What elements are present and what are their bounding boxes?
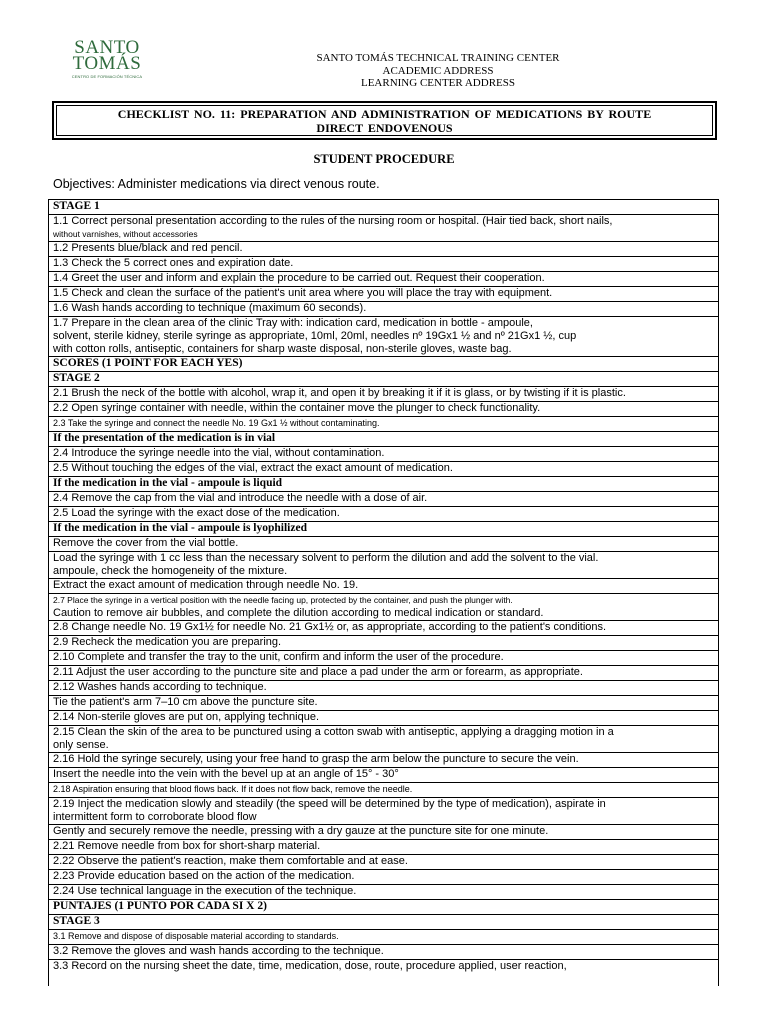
checklist-row [49, 552, 719, 579]
row-text: Tie the patient's arm 7–10 cm above the puncture site. [53, 696, 318, 708]
row-text: 2.3 Take the syringe and connect the needle No. 19 Gx1 ½ without contaminating. [53, 418, 380, 428]
checklist-cell [49, 594, 719, 621]
checklist-row [49, 825, 719, 840]
checklist-row [49, 885, 719, 900]
checklist-row [49, 636, 719, 651]
checklist-row [49, 681, 719, 696]
row-text: 2.1 Brush the neck of the bottle with alcohol, wrap it, and open it by breaking it if it is glass, or by twisting if it is plastic. [53, 387, 626, 399]
checklist-cell [49, 200, 719, 215]
checklist-title-box [52, 101, 717, 140]
logo-line1: SANTO [74, 37, 140, 58]
section-header-row [49, 357, 719, 372]
checklist-cell [49, 711, 719, 726]
row-text: 1.4 Greet the user and inform and explain the procedure to be carried out. Request their cooperation. [53, 272, 545, 284]
checklist-cell [49, 651, 719, 666]
checklist-cell [49, 272, 719, 287]
checklist-cell [49, 870, 719, 885]
section-header-row [49, 522, 719, 537]
row-text: 2.2 Open syringe container with needle, within the container move the plunger to check functionality. [53, 402, 541, 414]
checklist-row [49, 492, 719, 507]
section-header-row [49, 432, 719, 447]
row-text: 2.12 Washes hands according to technique. [53, 681, 267, 693]
checklist-row [49, 840, 719, 855]
row-text: 3.1 Remove and dispose of disposable material according to standards. [53, 931, 339, 941]
institution-header [268, 52, 608, 90]
checklist-row [49, 387, 719, 402]
checklist-row [49, 930, 719, 945]
checklist-cell [49, 621, 719, 636]
checklist-cell [49, 726, 719, 753]
checklist-row [49, 447, 719, 462]
row-text: 1.2 Presents blue/black and red pencil. [53, 242, 243, 254]
row-text: 2.24 Use technical language in the execution of the technique. [53, 885, 357, 897]
checklist-row [49, 302, 719, 317]
checklist-row [49, 855, 719, 870]
checklist-cell [49, 753, 719, 768]
checklist-cell [49, 215, 719, 242]
row-text: 1.3 Check the 5 correct ones and expiration date. [53, 257, 294, 269]
checklist-cell [49, 317, 719, 357]
checklist-row [49, 666, 719, 681]
checklist-title [56, 105, 713, 136]
checklist-row [49, 579, 719, 594]
logo-line2: TOMÁS [72, 53, 142, 74]
header-line1: SANTO TOMÁS TECHNICAL TRAINING CENTER [316, 52, 560, 64]
checklist-row [49, 870, 719, 885]
checklist-cell [49, 402, 719, 417]
row-text: If the medication in the vial - ampoule is liquid [53, 477, 283, 489]
checklist-cell [49, 885, 719, 900]
checklist-row [49, 945, 719, 960]
row-text: Load the syringe with 1 cc less than the necessary solvent to perform the dilution and add the solvent to the vial. [53, 552, 599, 564]
row-text: 2.7 Place the syringe in a vertical position with the needle facing up, protected by the container, and push the plunger with. [53, 595, 513, 605]
santo-tomas-logo [62, 37, 152, 80]
checklist-cell [49, 302, 719, 317]
checklist-cell [49, 783, 719, 798]
row-text: 3.3 Record on the nursing sheet the date, time, medication, dose, route, procedure applied, user reaction, [53, 960, 567, 972]
row-text: 2.16 Hold the syringe securely, using your free hand to grasp the arm below the puncture to secure the vein. [53, 753, 579, 765]
checklist-row [49, 215, 719, 242]
row-text: 2.19 Inject the medication slowly and steadily (the speed will be determined by the type of medication), aspirate in [53, 798, 606, 810]
checklist-cell [49, 537, 719, 552]
section-header-row [49, 372, 719, 387]
checklist-cell [49, 960, 719, 987]
row-text: Insert the needle into the vein with the bevel up at an angle of 15° - 30° [53, 768, 399, 780]
row-text: 2.22 Observe the patient's reaction, make them comfortable and at ease. [53, 855, 408, 867]
checklist-row [49, 798, 719, 825]
checklist-cell [49, 357, 719, 372]
row-text-continued: Caution to remove air bubbles, and complete the dilution according to medical indication or standard. [53, 607, 544, 619]
checklist-cell [49, 507, 719, 522]
checklist-cell [49, 522, 719, 537]
row-text: If the medication in the vial - ampoule is lyophilized [53, 522, 307, 534]
procedure-title: STUDENT PROCEDURE [313, 152, 455, 166]
checklist-cell [49, 696, 719, 711]
header-line2: ACADEMIC ADDRESS [382, 64, 494, 77]
section-header-row [49, 200, 719, 215]
row-text-continued: without varnishes, without accessories [53, 229, 198, 239]
row-text: Gently and securely remove the needle, pressing with a dry gauze at the puncture site for one minute. [53, 825, 549, 837]
row-text: 2.8 Change needle No. 19 Gx1½ for needle No. 21 Gx1½ or, as appropriate, according to the patient's conditions. [53, 621, 607, 633]
checklist-row [49, 726, 719, 753]
row-text: 1.1 Correct personal presentation according to the rules of the nursing room or hospital. (Hair tied back, short nails, [53, 215, 613, 227]
checklist-title-line2: DIRECT ENDOVENOUS [316, 120, 453, 135]
row-text: Remove the cover from the vial bottle. [53, 537, 239, 549]
row-text: 2.15 Clean the skin of the area to be punctured using a cotton swab with antiseptic, applying a dragging motion in a [53, 726, 614, 738]
row-text: 2.4 Remove the cap from the vial and introduce the needle with a dose of air. [53, 492, 428, 504]
checklist-cell [49, 372, 719, 387]
checklist-cell [49, 930, 719, 945]
row-text: 2.11 Adjust the user according to the puncture site and place a pad under the arm or forearm, as appropriate. [53, 666, 583, 678]
checklist-cell [49, 242, 719, 257]
checklist-row [49, 537, 719, 552]
checklist-cell [49, 579, 719, 594]
checklist-row [49, 402, 719, 417]
row-text-continued: with cotton rolls, antiseptic, containers for sharp waste disposal, non-sterile gloves, waste bag. [53, 343, 512, 355]
checklist-cell [49, 432, 719, 447]
logo-subtitle: CENTRO DE FORMACIÓN TÉCNICA [71, 74, 143, 79]
checklist-table [48, 199, 719, 986]
checklist-row [49, 960, 719, 987]
section-header-row [49, 915, 719, 930]
row-text-continued: solvent, sterile kidney, sterile syringe as appropriate, 10ml, 20ml, needles nº 19Gx1 ½ and nº 21Gx1 ½, cup [53, 330, 577, 342]
checklist-row [49, 272, 719, 287]
row-text: STAGE 1 [53, 200, 100, 212]
row-text: PUNTAJES (1 PUNTO POR CADA SI X 2) [53, 900, 267, 912]
checklist-cell [49, 840, 719, 855]
row-text-continued: intermittent form to corroborate blood flow [53, 811, 257, 823]
checklist-row [49, 257, 719, 272]
row-text: 1.7 Prepare in the clean area of the clinic Tray with: indication card, medication in bottle - ampoule, [53, 317, 533, 329]
checklist-row [49, 651, 719, 666]
section-header-row [49, 900, 719, 915]
checklist-cell [49, 666, 719, 681]
checklist-cell [49, 945, 719, 960]
row-text-continued: ampoule, check the homogeneity of the mixture. [53, 565, 288, 577]
checklist-cell [49, 855, 719, 870]
checklist-row [49, 783, 719, 798]
row-text: 2.10 Complete and transfer the tray to the unit, confirm and inform the user of the procedure. [53, 651, 504, 663]
checklist-row [49, 696, 719, 711]
row-text: 2.9 Recheck the medication you are preparing. [53, 636, 282, 648]
checklist-row [49, 621, 719, 636]
section-header-row [49, 477, 719, 492]
row-text-continued: only sense. [53, 739, 109, 751]
checklist-cell [49, 477, 719, 492]
row-text: 2.4 Introduce the syringe needle into the vial, without contamination. [53, 447, 385, 459]
checklist-row [49, 753, 719, 768]
row-text: 2.5 Load the syringe with the exact dose of the medication. [53, 507, 340, 519]
checklist-cell [49, 552, 719, 579]
checklist-row [49, 287, 719, 302]
checklist-row [49, 711, 719, 726]
checklist-cell [49, 447, 719, 462]
checklist-cell [49, 798, 719, 825]
checklist-title-line1: CHECKLIST NO. 11: PREPARATION AND ADMINISTRATION OF MEDICATIONS BY ROUTE [117, 106, 652, 121]
row-text: If the presentation of the medication is in vial [53, 432, 276, 444]
row-text: 2.23 Provide education based on the action of the medication. [53, 870, 355, 882]
checklist-cell [49, 768, 719, 783]
checklist-row [49, 317, 719, 357]
checklist-row [49, 768, 719, 783]
row-text: 3.2 Remove the gloves and wash hands according to the technique. [53, 945, 384, 957]
row-text: 1.5 Check and clean the surface of the patient's unit area where you will place the tray with equipment. [53, 287, 553, 299]
checklist-cell [49, 900, 719, 915]
checklist-row [49, 462, 719, 477]
checklist-table-body [49, 200, 719, 987]
row-text: SCORES (1 POINT FOR EACH YES) [53, 357, 243, 369]
checklist-row [49, 594, 719, 621]
checklist-cell [49, 636, 719, 651]
checklist-row [49, 242, 719, 257]
row-text: STAGE 3 [53, 915, 100, 927]
row-text: 2.5 Without touching the edges of the vial, extract the exact amount of medication. [53, 462, 453, 474]
row-text: STAGE 2 [53, 372, 100, 384]
checklist-cell [49, 387, 719, 402]
checklist-cell [49, 257, 719, 272]
checklist-row [49, 417, 719, 432]
row-text: 2.18 Aspiration ensuring that blood flows back. If it does not flow back, remove the needle. [53, 784, 413, 794]
checklist-cell [49, 492, 719, 507]
checklist-cell [49, 681, 719, 696]
checklist-cell [49, 915, 719, 930]
row-text: 1.6 Wash hands according to technique (maximum 60 seconds). [53, 302, 367, 314]
checklist-cell [49, 825, 719, 840]
checklist-cell [49, 287, 719, 302]
row-text: 2.14 Non-sterile gloves are put on, applying technique. [53, 711, 320, 723]
objectives-text: Objectives: Administer medications via direct venous route. [53, 177, 380, 191]
row-text: Extract the exact amount of medication through needle No. 19. [53, 579, 359, 591]
checklist-row [49, 507, 719, 522]
row-text: 2.21 Remove needle from box for short-sharp material. [53, 840, 321, 852]
header-line3: LEARNING CENTER ADDRESS [360, 77, 515, 89]
checklist-cell [49, 417, 719, 432]
checklist-cell [49, 462, 719, 477]
